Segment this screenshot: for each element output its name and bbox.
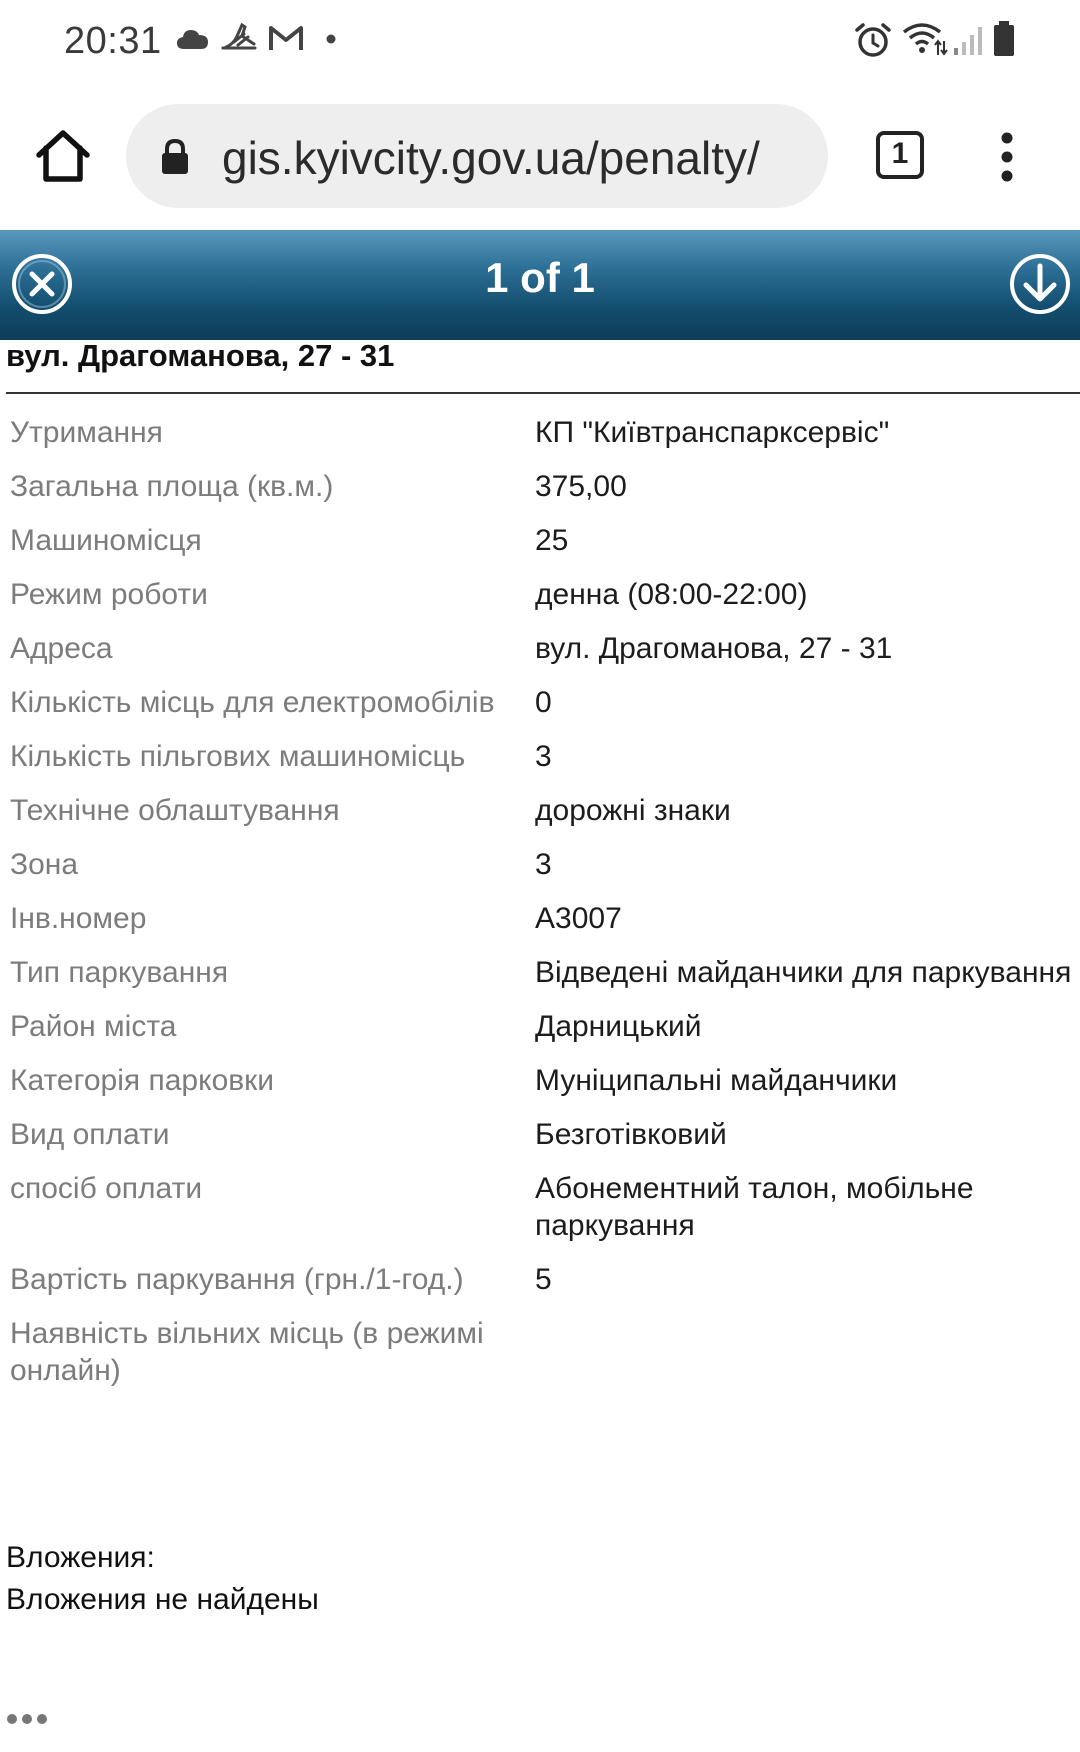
attribute-row xyxy=(0,680,1080,734)
attribute-row xyxy=(0,734,1080,788)
attribute-row xyxy=(0,1004,1080,1058)
attribute-value: А3007 xyxy=(535,902,622,935)
status-bar xyxy=(0,0,1080,84)
attribute-value: 3 xyxy=(535,848,552,881)
attachments-empty-text: Вложения не найдены xyxy=(6,1583,319,1616)
lock-icon xyxy=(160,138,190,176)
attribute-value: 375,00 xyxy=(535,470,627,503)
alarm-icon xyxy=(854,22,892,58)
attribute-label: Вартість паркування (грн./1-год.) xyxy=(10,1263,464,1296)
attribute-row xyxy=(0,842,1080,896)
attribute-label: Загальна площа (кв.м.) xyxy=(10,470,334,503)
attribute-value: дорожні знаки xyxy=(535,794,731,827)
attribute-row xyxy=(0,1058,1080,1112)
battery-icon xyxy=(992,20,1016,58)
attribute-value: Відведені майданчики для паркування xyxy=(535,956,1072,989)
attribute-value: Дарницький xyxy=(535,1010,702,1043)
tab-count: 1 xyxy=(891,137,909,170)
attribute-row xyxy=(0,950,1080,1004)
wifi-icon xyxy=(902,22,948,56)
attribute-value: вул. Драгоманова, 27 - 31 xyxy=(535,632,893,665)
attribute-label: Тип паркування xyxy=(10,956,229,989)
attribute-label: Кількість місць для електромобілів xyxy=(10,686,495,719)
attribute-value: 5 xyxy=(535,1263,552,1296)
attribute-table-body xyxy=(0,410,1080,1402)
attribute-row xyxy=(0,572,1080,626)
attribute-row xyxy=(0,464,1080,518)
attribute-label: Інв.номер xyxy=(10,902,147,935)
attribute-label: Режим роботи xyxy=(10,578,208,611)
attribute-row xyxy=(0,518,1080,572)
download-icon[interactable] xyxy=(1008,252,1072,316)
attribute-row xyxy=(0,788,1080,842)
attribute-value: Муніципальні майданчики xyxy=(535,1064,898,1097)
attribute-value: 25 xyxy=(535,524,569,557)
attribute-value: Безготівковий xyxy=(535,1118,727,1151)
attribute-value: 0 xyxy=(535,686,552,719)
feature-title: вул. Драгоманова, 27 - 31 xyxy=(6,338,395,373)
home-icon[interactable] xyxy=(34,128,92,184)
attribute-label: Зона xyxy=(10,848,79,881)
attribute-value: КП "Київтранспарксервіс" xyxy=(535,416,890,449)
attribute-value: 3 xyxy=(535,740,552,773)
attribute-label: спосіб оплати xyxy=(10,1172,203,1205)
attribute-row xyxy=(0,896,1080,950)
title-divider xyxy=(6,392,1080,394)
attribute-label: Вид оплати xyxy=(10,1118,170,1151)
attribute-value: Абонементний талон, мобільне паркування xyxy=(535,1172,974,1242)
status-time: 20:31 xyxy=(64,20,162,62)
attribute-label: Район міста xyxy=(10,1010,177,1043)
attribute-row xyxy=(0,1166,1080,1257)
attribute-label: Машиномісця xyxy=(10,524,202,557)
attribute-label: Технічне облаштування xyxy=(10,794,340,827)
attribute-row xyxy=(0,1311,1080,1402)
cloud-icon xyxy=(176,28,210,50)
tab-switcher-button[interactable] xyxy=(876,131,924,179)
gmail-icon xyxy=(268,24,304,52)
attribute-table xyxy=(0,410,1080,1402)
attachments-section xyxy=(6,1537,319,1621)
browser-toolbar xyxy=(0,84,1080,228)
url-text[interactable]: gis.kyivcity.gov.ua/penalty/ xyxy=(222,132,760,184)
attribute-row xyxy=(0,410,1080,464)
more-options-icon[interactable] xyxy=(990,132,1024,182)
attribute-row xyxy=(0,1257,1080,1311)
popup-counter: 1 of 1 xyxy=(485,254,595,301)
attribute-label: Наявність вільних місць (в режимі онлайн) xyxy=(10,1317,484,1387)
attribute-value xyxy=(535,1311,1080,1402)
attribute-label: Адреса xyxy=(10,632,113,665)
attachments-label: Вложения: xyxy=(6,1541,155,1574)
popup-header xyxy=(0,230,1080,340)
notification-dot-icon xyxy=(326,34,336,44)
attribute-label: Утримання xyxy=(10,416,163,449)
more-dots-icon[interactable] xyxy=(6,1712,50,1726)
attribute-label: Кількість пільгових машиномісць xyxy=(10,740,466,773)
bird-icon xyxy=(220,22,258,52)
signal-icon xyxy=(952,24,984,56)
attribute-row xyxy=(0,626,1080,680)
attribute-label: Категорія парковки xyxy=(10,1064,275,1097)
attribute-row xyxy=(0,1112,1080,1166)
address-bar[interactable] xyxy=(126,104,828,208)
attribute-value: денна (08:00-22:00) xyxy=(535,578,808,611)
